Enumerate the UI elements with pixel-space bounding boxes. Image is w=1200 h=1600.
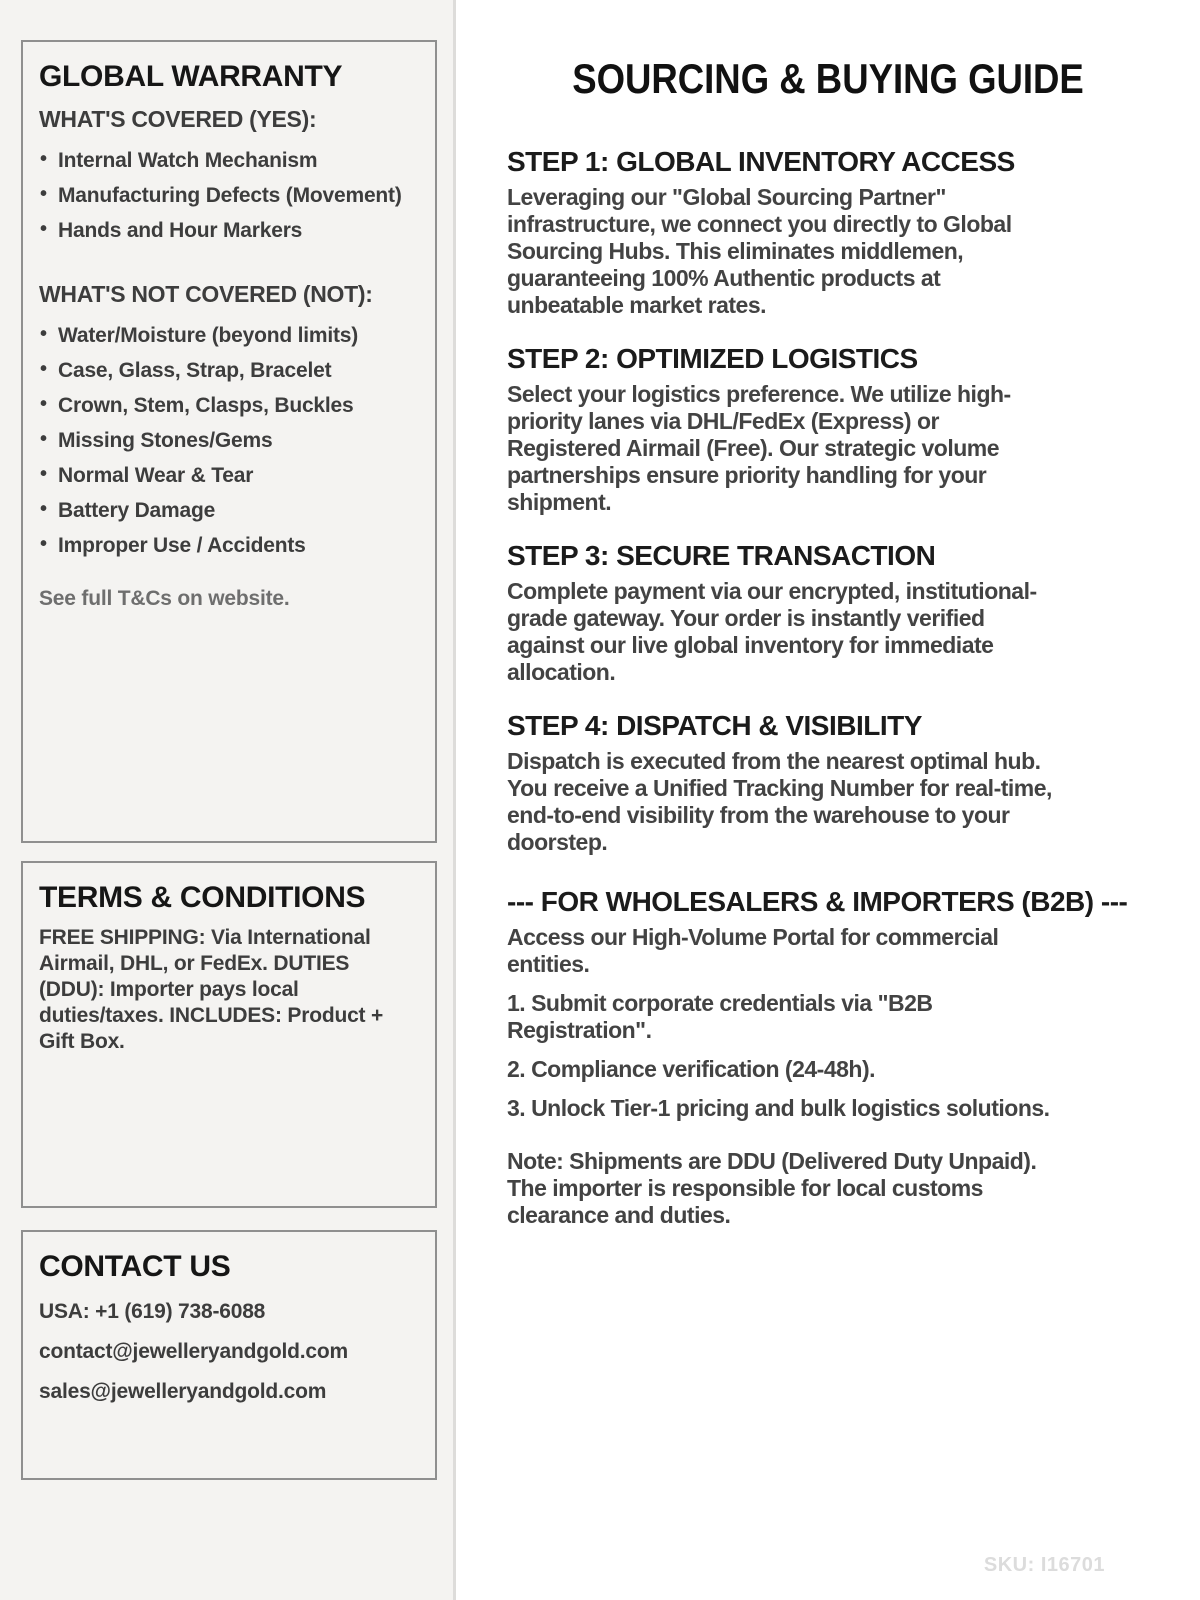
list-item: • Missing Stones/Gems — [39, 429, 419, 452]
contact-title: CONTACT US — [39, 1250, 231, 1283]
info-sidebar — [0, 0, 456, 1600]
step-1-body: Leveraging our "Global Sourcing Partner" infrastructure, we connect you directly to Global Sourcing Hubs. This eliminates middlemen, guaranteeing 100% Authentic products at unbeatable market rates. — [507, 184, 1012, 318]
covered-subtitle: WHAT'S COVERED (YES): — [39, 106, 317, 132]
list-item: • Battery Damage — [39, 499, 419, 522]
list-item: • Internal Watch Mechanism — [39, 149, 419, 172]
contact-us-panel — [21, 1230, 437, 1480]
covered-list — [39, 149, 419, 242]
b2b-heading: --- FOR WHOLESALERS & IMPORTERS (B2B) --- — [507, 886, 1128, 917]
list-item: • Manufacturing Defects (Movement) — [39, 184, 419, 207]
step-3-body: Complete payment via our encrypted, institutional-grade gateway. Your order is instantly verified against our live global inventory for immediate allocation. — [507, 578, 1037, 685]
global-warranty-panel — [21, 40, 437, 843]
b2b-item: 3. Unlock Tier-1 pricing and bulk logistics solutions. — [507, 1095, 1050, 1121]
b2b-item: 2. Compliance verification (24-48h). — [507, 1056, 876, 1082]
list-item: • Improper Use / Accidents — [39, 534, 419, 557]
warranty-footnote: See full T&Cs on website. — [39, 587, 290, 610]
step-2-heading: STEP 2: OPTIMIZED LOGISTICS — [507, 343, 918, 374]
step-2-body: Select your logistics preference. We utilize high-priority lanes via DHL/FedEx (Express) or Registered Airmail (Free). Our strategic volume partnerships ensure priority handling for your shipment. — [507, 381, 1011, 515]
not-covered-list — [39, 324, 419, 557]
list-item: • Normal Wear & Tear — [39, 464, 419, 487]
step-3-heading: STEP 3: SECURE TRANSACTION — [507, 540, 936, 571]
list-item: • Hands and Hour Markers — [39, 219, 419, 242]
sku-label: SKU: I16701 — [983, 1554, 1105, 1576]
terms-body: FREE SHIPPING: Via International Airmail, DHL, or FedEx. DUTIES (DDU): Importer pays local duties/taxes. INCLUDES: Product + Gift Box. — [39, 926, 384, 1053]
b2b-intro: Access our High-Volume Portal for commercial entities. — [507, 924, 999, 977]
step-4-body: Dispatch is executed from the nearest optimal hub. You receive a Unified Tracking Number for real-time, end-to-end visibility from the warehouse to your doorstep. — [507, 748, 1052, 855]
list-item: • Water/Moisture (beyond limits) — [39, 324, 419, 347]
contact-phone: USA: +1 (619) 738-6088 — [39, 1300, 266, 1323]
contact-email: contact@jewelleryandgold.com — [39, 1340, 348, 1363]
page-title: SOURCING & BUYING GUIDE — [572, 55, 1084, 102]
guide-steps — [456, 102, 1200, 1229]
b2b-note: Note: Shipments are DDU (Delivered Duty Unpaid). The importer is responsible for local customs clearance and duties. — [507, 1148, 1037, 1228]
list-item: • Case, Glass, Strap, Bracelet — [39, 359, 419, 382]
list-item: • Crown, Stem, Clasps, Buckles — [39, 394, 419, 417]
terms-conditions-panel — [21, 861, 437, 1208]
b2b-item: 1. Submit corporate credentials via "B2B Registration". — [507, 990, 933, 1043]
sales-email: sales@jewelleryandgold.com — [39, 1380, 327, 1403]
terms-title: TERMS & CONDITIONS — [39, 881, 366, 914]
step-1-heading: STEP 1: GLOBAL INVENTORY ACCESS — [507, 146, 1015, 177]
warranty-title: GLOBAL WARRANTY — [39, 60, 343, 93]
not-covered-subtitle: WHAT'S NOT COVERED (NOT): — [39, 281, 373, 307]
step-4-heading: STEP 4: DISPATCH & VISIBILITY — [507, 710, 922, 741]
guide-main-content — [456, 0, 1200, 1600]
